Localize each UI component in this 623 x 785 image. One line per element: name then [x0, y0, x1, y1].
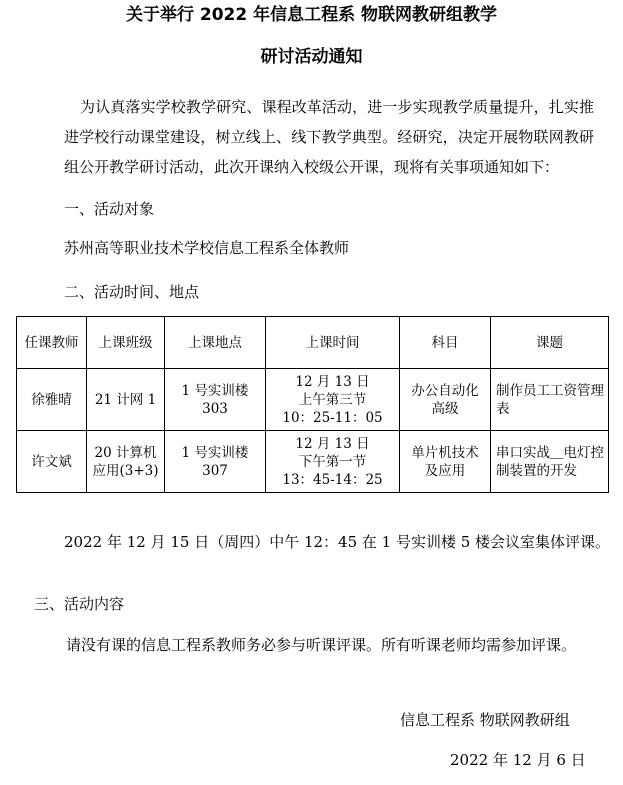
cell-time [266, 431, 400, 493]
section2-heading: 二、活动时间、地点 [64, 283, 200, 301]
cell-class-line2: 应用(3+3) [92, 462, 159, 479]
review-note: 2022 年 12 月 15 日（周四）中午 12：45 在 1 号实训楼 5 楼会议室集体评课。 [64, 533, 611, 551]
cell-class [87, 369, 165, 431]
cell-subject [400, 369, 491, 431]
table-row [17, 369, 609, 431]
header-topic: 课题 [491, 317, 609, 369]
cell-time-line3: 10：25-11：05 [282, 409, 383, 426]
cell-location-line2: 303 [202, 400, 228, 417]
cell-time [266, 369, 400, 431]
cell-teacher: 徐雅晴 [17, 369, 87, 431]
cell-subject [400, 431, 491, 493]
table-row [17, 431, 609, 493]
cell-class-line1: 20 计算机 [94, 444, 157, 461]
cell-time-line1: 12 月 13 日 [295, 435, 370, 452]
cell-location [165, 431, 266, 493]
cell-time-line2: 下午第一节 [298, 453, 367, 470]
section1-body: 苏州高等职业技术学校信息工程系全体教师 [64, 239, 350, 257]
cell-subject-line1: 单片机技术 [411, 444, 479, 461]
intro-paragraph: 为认真落实学校教学研究、课程改革活动，进一步实现教学质量提升，扎实推进学校行动课堂建设，树立线上、线下教学典型。经研究，决定开展物联网教研组公开教学研讨活动，此次开课纳入校级公开课，现将有关事项通知如下： [64, 98, 594, 176]
cell-location [165, 369, 266, 431]
cell-location-line1: 1 号实训楼 [181, 382, 249, 399]
cell-topic: 串口实战＿电灯控制装置的开发 [491, 431, 609, 493]
signature: 信息工程系 物联网教研组 [400, 711, 570, 729]
cell-class [87, 431, 165, 493]
header-subject: 科目 [400, 317, 491, 369]
cell-time-line1: 12 月 13 日 [295, 373, 370, 390]
header-teacher: 任课教师 [17, 317, 87, 369]
cell-class-line1: 21 计网 1 [94, 391, 157, 408]
header-class: 上课班级 [87, 317, 165, 369]
cell-teacher: 许文斌 [17, 431, 87, 493]
cell-location-line2: 307 [202, 462, 228, 479]
cell-time-line2: 上午第三节 [298, 391, 367, 408]
cell-subject-line1: 办公自动化 [411, 382, 479, 399]
notice-title-line2: 研讨活动通知 [260, 47, 363, 67]
cell-subject-line2: 及应用 [424, 462, 466, 479]
cell-location-line1: 1 号实训楼 [181, 444, 249, 461]
schedule-table [16, 316, 609, 493]
section3-heading: 三、活动内容 [34, 595, 125, 613]
header-location: 上课地点 [165, 317, 266, 369]
notice-date: 2022 年 12 月 6 日 [450, 751, 586, 769]
cell-time-line3: 13：45-14：25 [282, 471, 383, 488]
cell-topic: 制作员工工资管理表 [491, 369, 609, 431]
section3-body: 请没有课的信息工程系教师务必参与听课评课。所有听课老师均需参加评课。 [66, 636, 577, 654]
header-time: 上课时间 [266, 317, 400, 369]
section1-heading: 一、活动对象 [64, 200, 155, 218]
table-header-row [17, 317, 609, 369]
cell-subject-line2: 高级 [431, 400, 459, 417]
notice-title-line1: 关于举行 2022 年信息工程系 物联网教研组教学 [125, 5, 498, 25]
